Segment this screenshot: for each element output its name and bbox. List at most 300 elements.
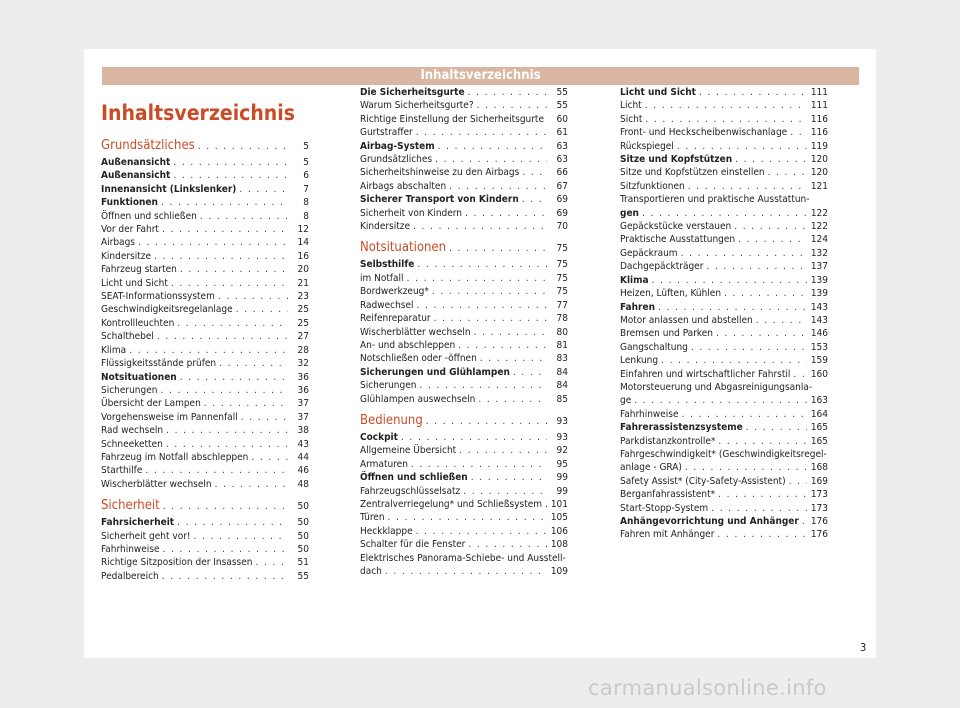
- toc-entry-label: Sicherheitshinweise zu den Airbags: [360, 167, 520, 179]
- toc-entry[interactable]: [360, 86, 568, 99]
- dot-leader: [688, 180, 807, 193]
- toc-entry[interactable]: [620, 233, 828, 246]
- dot-leader: [681, 247, 807, 260]
- toc-entry-label: Bordwerkzeug*: [360, 286, 429, 298]
- toc-entry[interactable]: [620, 287, 828, 300]
- toc-entry[interactable]: [620, 314, 828, 327]
- toc-entry-page: 55: [556, 87, 568, 98]
- toc-entry[interactable]: [101, 411, 309, 424]
- toc-entry-label: Sicherer Transport von Kindern: [360, 194, 519, 206]
- dot-leader: [458, 339, 547, 352]
- toc-entry-page: 169: [810, 475, 828, 487]
- toc-entry[interactable]: [360, 258, 568, 271]
- toc-entry[interactable]: [360, 552, 568, 579]
- toc-entry[interactable]: [620, 260, 828, 273]
- toc-entry-label: Praktische Ausstattungen: [620, 234, 736, 246]
- dot-leader: [218, 290, 288, 303]
- dot-leader: [465, 207, 547, 220]
- toc-entry[interactable]: [620, 126, 828, 139]
- toc-entry-label: ge: [620, 395, 632, 407]
- toc-entry[interactable]: [101, 530, 309, 543]
- toc-entry[interactable]: [360, 220, 568, 233]
- toc-entry-page: 5: [303, 141, 309, 152]
- watermark: carmanualsonline.info: [588, 676, 827, 700]
- dot-leader: [426, 414, 547, 430]
- toc-entry-page: 61: [556, 127, 568, 139]
- toc-entry[interactable]: [101, 397, 309, 410]
- toc-entry-page: 75: [556, 243, 568, 255]
- toc-entry-label: Fahrerassistenzsysteme: [620, 422, 743, 434]
- toc-entry-label: Glühlampen auswechseln: [360, 393, 476, 405]
- toc-entry-page: 173: [810, 502, 828, 514]
- toc-entry[interactable]: [360, 393, 568, 406]
- toc-entry-page: 50: [297, 501, 309, 513]
- toc-entry[interactable]: [620, 140, 828, 153]
- toc-entry-page: 137: [810, 261, 828, 273]
- toc-entry-page: 63: [556, 154, 568, 166]
- dot-leader: [682, 408, 807, 421]
- toc-entry[interactable]: [101, 183, 309, 196]
- dot-leader: [699, 86, 807, 99]
- toc-entry-page: 8: [303, 210, 309, 222]
- toc-entry-page: 93: [556, 431, 568, 443]
- toc-entry[interactable]: [620, 153, 828, 166]
- toc-entry-label: SEAT-Informationssystem: [101, 291, 215, 303]
- dot-leader: [477, 99, 547, 112]
- dot-leader: [180, 263, 288, 276]
- toc-entry-label: dach: [360, 566, 382, 577]
- toc-entry-label: Pedalbereich: [101, 570, 159, 582]
- toc-entry[interactable]: [360, 180, 568, 193]
- toc-entry[interactable]: [360, 339, 568, 352]
- toc-entry-page: 139: [810, 288, 828, 300]
- toc-entry-label: Licht und Sicht: [620, 87, 696, 98]
- toc-entry-label: Bedienung: [360, 412, 423, 428]
- toc-entry[interactable]: [620, 354, 828, 367]
- toc-entry[interactable]: [101, 317, 309, 330]
- toc-entry-page: 5: [303, 157, 309, 168]
- toc-entry-page: 143: [810, 301, 828, 313]
- dot-leader: [177, 317, 288, 330]
- dot-leader: [677, 140, 807, 153]
- toc-entry[interactable]: [360, 299, 568, 312]
- toc-entry-label: Cockpit: [360, 431, 398, 443]
- toc-entry[interactable]: [101, 438, 309, 451]
- toc-entry-page: 119: [810, 140, 828, 152]
- toc-entry-label: Motor anlassen und abstellen: [620, 314, 753, 326]
- toc-entry[interactable]: [101, 516, 309, 529]
- toc-entry[interactable]: [620, 341, 828, 354]
- dot-leader: [162, 570, 288, 583]
- toc-entry-label: Fahrzeug starten: [101, 264, 177, 276]
- toc-entry[interactable]: [101, 464, 309, 477]
- toc-entry-label: Schneeketten: [101, 438, 163, 450]
- toc-entry[interactable]: [620, 408, 828, 421]
- toc-entry-label: Licht und Sicht: [101, 277, 168, 289]
- toc-entry-page: 48: [297, 478, 309, 490]
- toc-entry[interactable]: [360, 525, 568, 538]
- toc-entry-page: 6: [303, 170, 309, 182]
- toc-entry-page: 84: [556, 380, 568, 392]
- toc-entry[interactable]: [101, 169, 309, 182]
- dot-leader: [438, 140, 547, 153]
- dot-leader: [471, 471, 547, 484]
- toc-entry[interactable]: [360, 99, 568, 112]
- toc-entry[interactable]: [620, 368, 828, 381]
- toc-entry-page: 67: [556, 180, 568, 192]
- toc-entry-page: 50: [297, 530, 309, 542]
- toc-entry-label: Einfahren und wirtschaftlicher Fahrstil: [620, 368, 791, 380]
- toc-entry[interactable]: [101, 303, 309, 316]
- toc-entry-page: 160: [810, 368, 828, 380]
- dot-leader: [154, 250, 288, 263]
- toc-entry[interactable]: [101, 196, 309, 209]
- toc-entry-page: 153: [810, 341, 828, 353]
- toc-entry[interactable]: [620, 528, 828, 541]
- dot-leader: [411, 458, 547, 471]
- dot-leader: [658, 301, 807, 314]
- toc-entry-label: Start-Stopp-System: [620, 502, 709, 514]
- toc-entry-label-line: Motorsteuerung und Abgasreinigungsanla-: [620, 381, 813, 393]
- toc-entry-label: Parkdistanzkontrolle*: [620, 435, 716, 447]
- toc-column-2: [360, 86, 568, 578]
- dot-leader: [716, 327, 807, 340]
- toc-entry-page: 176: [810, 529, 828, 541]
- toc-entry-page: 44: [297, 451, 309, 463]
- toc-entry-page: 143: [810, 314, 828, 326]
- toc-entry[interactable]: [620, 421, 828, 434]
- toc-entry-label: Türen: [360, 512, 385, 524]
- toc-entry-label: Safety Assist* (City-Safety-Assistent): [620, 475, 786, 487]
- toc-entry[interactable]: [360, 458, 568, 471]
- toc-entry-page: 27: [297, 331, 309, 343]
- toc-entry-page: 122: [810, 221, 828, 233]
- toc-entry[interactable]: [360, 538, 568, 551]
- toc-entry[interactable]: [101, 543, 309, 556]
- toc-entry-page: 85: [556, 393, 568, 405]
- toc-entry-page: 69: [556, 207, 568, 219]
- dot-leader: [401, 431, 547, 444]
- toc-entry-page: 165: [810, 422, 828, 434]
- dot-leader: [219, 357, 288, 370]
- dot-leader: [236, 303, 288, 316]
- toc-entry[interactable]: [101, 478, 309, 491]
- toc-entry[interactable]: [101, 263, 309, 276]
- toc-entry-label: Fahrzeug im Notfall abschleppen: [101, 451, 249, 463]
- toc-entry[interactable]: [101, 277, 309, 290]
- toc-entry-label: Richtige Sitzposition der Insassen: [101, 557, 253, 569]
- dot-leader: [718, 488, 807, 501]
- toc-entry-page: 51: [297, 557, 309, 569]
- dot-leader: [204, 397, 288, 410]
- toc-entry[interactable]: [360, 326, 568, 339]
- toc-entry-label: Gurtstraffer: [360, 127, 413, 139]
- dot-leader: [388, 511, 547, 524]
- toc-entry[interactable]: [620, 220, 828, 233]
- toc-entry-label-line: Fahrgeschwindigkeit* (Geschwindigkeitsregel-: [620, 448, 827, 460]
- toc-entry-label: Kindersitze: [101, 250, 152, 262]
- toc-entry-page: 163: [810, 395, 828, 407]
- toc-entry-page: 159: [810, 355, 828, 367]
- toc-entry[interactable]: [360, 352, 568, 365]
- toc-entry-page: 23: [297, 291, 309, 303]
- toc-entry-page: 50: [297, 517, 309, 529]
- toc-entry-page: 36: [297, 371, 309, 383]
- toc-entry-page: 124: [810, 234, 828, 246]
- dot-leader: [645, 113, 807, 126]
- toc-entry-page: 83: [556, 353, 568, 365]
- dot-leader: [790, 126, 807, 139]
- dot-leader: [177, 516, 288, 529]
- toc-entry[interactable]: [620, 113, 828, 126]
- toc-entry-page: 165: [810, 435, 828, 447]
- toc-entry-label: Gangschaltung: [620, 341, 688, 353]
- dot-leader: [463, 485, 547, 498]
- toc-entry-page: 37: [297, 411, 309, 423]
- toc-entry-label: Gepäckraum: [620, 247, 678, 259]
- toc-entry-label-line: Transportieren und praktische Ausstattun-: [620, 194, 810, 206]
- toc-entry[interactable]: [620, 99, 828, 112]
- toc-entry-label: Radwechsel: [360, 299, 414, 311]
- toc-entry[interactable]: [360, 498, 568, 511]
- dot-leader: [417, 258, 547, 271]
- toc-entry[interactable]: [360, 379, 568, 392]
- dot-leader: [459, 444, 547, 457]
- toc-entry[interactable]: [360, 126, 568, 139]
- dot-leader: [435, 153, 547, 166]
- toc-entry-label: Sicherheit von Kindern: [360, 207, 463, 219]
- toc-entry-label: Zentralverriegelung* und Schließsystem: [360, 498, 543, 510]
- toc-entry[interactable]: [620, 166, 828, 179]
- dot-leader: [180, 371, 288, 384]
- toc-entry-page: 99: [556, 472, 568, 484]
- page-header: Inhaltsverzeichnis: [102, 67, 859, 85]
- toc-entry-label: Notsituationen: [101, 371, 177, 383]
- dot-leader: [166, 438, 288, 451]
- toc-entry[interactable]: [360, 285, 568, 298]
- toc-entry-page: 116: [810, 113, 828, 125]
- toc-entry[interactable]: [101, 357, 309, 370]
- dot-leader: [416, 525, 547, 538]
- toc-entry[interactable]: [360, 153, 568, 166]
- toc-entry-page: 12: [297, 224, 309, 236]
- toc-section-heading[interactable]: [101, 138, 309, 155]
- toc-entry[interactable]: [620, 475, 828, 488]
- toc-entry-label: Vor der Fahrt: [101, 224, 159, 236]
- toc-entry[interactable]: [360, 471, 568, 484]
- dot-leader: [642, 207, 807, 220]
- toc-entry-label-line: Elektrisches Panorama-Schiebe- und Ausstell-: [360, 552, 566, 564]
- toc-entry-label: Berganfahrassistent*: [620, 489, 716, 501]
- toc-entry[interactable]: [620, 274, 828, 287]
- toc-entry-label: Richtige Einstellung der Sicherheitsgurte: [360, 113, 544, 125]
- toc-entry-page: 132: [810, 247, 828, 259]
- toc-entry-label: Reifenreparatur: [360, 313, 431, 325]
- dot-leader: [717, 528, 807, 541]
- toc-section-heading[interactable]: [360, 413, 568, 430]
- toc-entry[interactable]: [101, 570, 309, 583]
- toc-entry[interactable]: [620, 435, 828, 448]
- toc-column-3: [620, 86, 828, 542]
- toc-entry-label: Armaturen: [360, 458, 408, 470]
- toc-entry[interactable]: [360, 207, 568, 220]
- dot-leader: [468, 86, 547, 99]
- toc-entry[interactable]: [101, 290, 309, 303]
- dot-leader: [413, 220, 547, 233]
- toc-entry[interactable]: [101, 330, 309, 343]
- dot-leader: [161, 196, 288, 209]
- toc-entry-page: 32: [297, 358, 309, 370]
- toc-entry-page: 105: [550, 512, 568, 524]
- toc-entry[interactable]: [360, 113, 568, 126]
- dot-leader: [661, 354, 807, 367]
- dot-leader: [691, 341, 807, 354]
- dot-leader: [513, 366, 547, 379]
- toc-entry[interactable]: [620, 327, 828, 340]
- toc-entry-label: Öffnen und schließen: [360, 472, 468, 484]
- toc-entry[interactable]: [101, 424, 309, 437]
- toc-entry-page: 120: [810, 167, 828, 179]
- dot-leader: [162, 223, 288, 236]
- toc-entry[interactable]: [360, 312, 568, 325]
- toc-entry-label: Sicherungen: [101, 384, 158, 396]
- toc-entry-label: Außenansicht: [101, 170, 171, 182]
- toc-entry-page: 80: [556, 326, 568, 338]
- toc-entry[interactable]: [620, 193, 828, 220]
- toc-entry[interactable]: [360, 431, 568, 444]
- toc-entry-label: anlage - GRA): [620, 462, 682, 474]
- toc-entry-page: 111: [810, 87, 828, 98]
- toc-entry-page: 36: [297, 384, 309, 396]
- dot-leader: [239, 183, 288, 196]
- toc-entry-label: im Notfall: [360, 272, 404, 284]
- toc-entry[interactable]: [620, 381, 828, 408]
- toc-entry[interactable]: [101, 556, 309, 569]
- dot-leader: [685, 461, 807, 474]
- toc-entry-page: 106: [550, 525, 568, 537]
- toc-entry-page: 75: [556, 259, 568, 271]
- toc-entry-label: Grundsätzliches: [360, 154, 433, 166]
- toc-entry[interactable]: [620, 247, 828, 260]
- dot-leader: [419, 379, 547, 392]
- toc-entry[interactable]: [620, 301, 828, 314]
- toc-entry-label: Fahrhinweise: [620, 408, 679, 420]
- toc-entry[interactable]: [620, 488, 828, 501]
- toc-entry[interactable]: [101, 344, 309, 357]
- dot-leader: [468, 538, 547, 551]
- toc-entry-page: 66: [556, 167, 568, 179]
- toc-section-heading[interactable]: [101, 498, 309, 515]
- toc-entry[interactable]: [101, 210, 309, 223]
- toc-entry[interactable]: [620, 180, 828, 193]
- dot-leader: [793, 368, 807, 381]
- toc-entry-label: Allgemeine Übersicht: [360, 445, 457, 457]
- dot-leader: [163, 499, 288, 515]
- toc-entry-label: Gepäckstücke verstauen: [620, 221, 732, 233]
- toc-entry-page: 92: [556, 445, 568, 457]
- dot-leader: [449, 241, 547, 257]
- toc-entry[interactable]: [101, 223, 309, 236]
- toc-entry-label: Kindersitze: [360, 221, 411, 233]
- toc-entry[interactable]: [360, 366, 568, 379]
- toc-entry-page: 38: [297, 425, 309, 437]
- toc-entry-label: Grundsätzliches: [101, 138, 195, 153]
- dot-leader: [449, 180, 547, 193]
- dot-leader: [735, 153, 807, 166]
- toc-entry-page: 77: [556, 299, 568, 311]
- toc-entry-label: Wischerblätter wechseln: [101, 478, 212, 490]
- toc-entry-page: 168: [810, 462, 828, 474]
- toc-entry[interactable]: [101, 236, 309, 249]
- dot-leader: [478, 393, 547, 406]
- toc-entry-page: 84: [556, 366, 568, 378]
- toc-entry-label: Airbag-System: [360, 140, 435, 152]
- toc-entry[interactable]: [360, 140, 568, 153]
- dot-leader: [129, 344, 288, 357]
- toc-entry[interactable]: [101, 250, 309, 263]
- dot-leader: [241, 411, 288, 424]
- toc-entry[interactable]: [360, 166, 568, 179]
- toc-entry-page: 50: [297, 543, 309, 555]
- toc-entry[interactable]: [620, 502, 828, 515]
- toc-entry-label: Notsituationen: [360, 240, 447, 256]
- toc-entry-page: 75: [556, 286, 568, 298]
- toc-entry[interactable]: [101, 451, 309, 464]
- toc-entry-page: 20: [297, 264, 309, 276]
- toc-entry[interactable]: [360, 444, 568, 457]
- toc-entry[interactable]: [620, 86, 828, 99]
- toc-entry[interactable]: [360, 193, 568, 206]
- toc-entry-label: Lenkung: [620, 355, 659, 367]
- dot-leader: [163, 543, 288, 556]
- toc-section-heading[interactable]: [360, 240, 568, 257]
- toc-entry-page: 108: [550, 539, 568, 551]
- toc-entry-label: Sitze und Kopfstützen einstellen: [620, 167, 765, 179]
- toc-entry[interactable]: [620, 515, 828, 528]
- toc-entry-page: 16: [297, 250, 309, 262]
- toc-entry-label: Fahrhinweise: [101, 543, 160, 555]
- dot-leader: [802, 515, 807, 528]
- toc-entry[interactable]: [360, 511, 568, 524]
- toc-entry-page: 8: [303, 197, 309, 209]
- toc-entry-page: 70: [556, 221, 568, 233]
- toc-entry-label: Schalthebel: [101, 331, 154, 343]
- toc-entry-label: Die Sicherheitsgurte: [360, 87, 465, 98]
- toc-entry-label: Sicherheit: [101, 498, 160, 514]
- toc-entry-label: gen: [620, 207, 639, 219]
- toc-entry[interactable]: [101, 371, 309, 384]
- dot-leader: [432, 285, 547, 298]
- toc-entry-label: Front- und Heckscheibenwischanlage: [620, 127, 788, 139]
- dot-leader: [746, 421, 807, 434]
- toc-entry[interactable]: [101, 156, 309, 169]
- toc-entry[interactable]: [360, 272, 568, 285]
- toc-entry-page: 60: [556, 113, 568, 125]
- dot-leader: [416, 126, 547, 139]
- toc-column-1: [101, 86, 309, 583]
- toc-entry-label: Starthilfe: [101, 465, 143, 477]
- toc-entry[interactable]: [360, 485, 568, 498]
- toc-entry[interactable]: [620, 448, 828, 475]
- dot-leader: [480, 352, 547, 365]
- toc-entry-label: Klima: [620, 274, 649, 286]
- toc-entry-page: 78: [556, 313, 568, 325]
- toc-entry[interactable]: [101, 384, 309, 397]
- toc-entry-page: 25: [297, 317, 309, 329]
- dot-leader: [385, 565, 547, 578]
- toc-entry-label: Dachgepäckträger: [620, 261, 704, 273]
- dot-leader: [711, 502, 807, 515]
